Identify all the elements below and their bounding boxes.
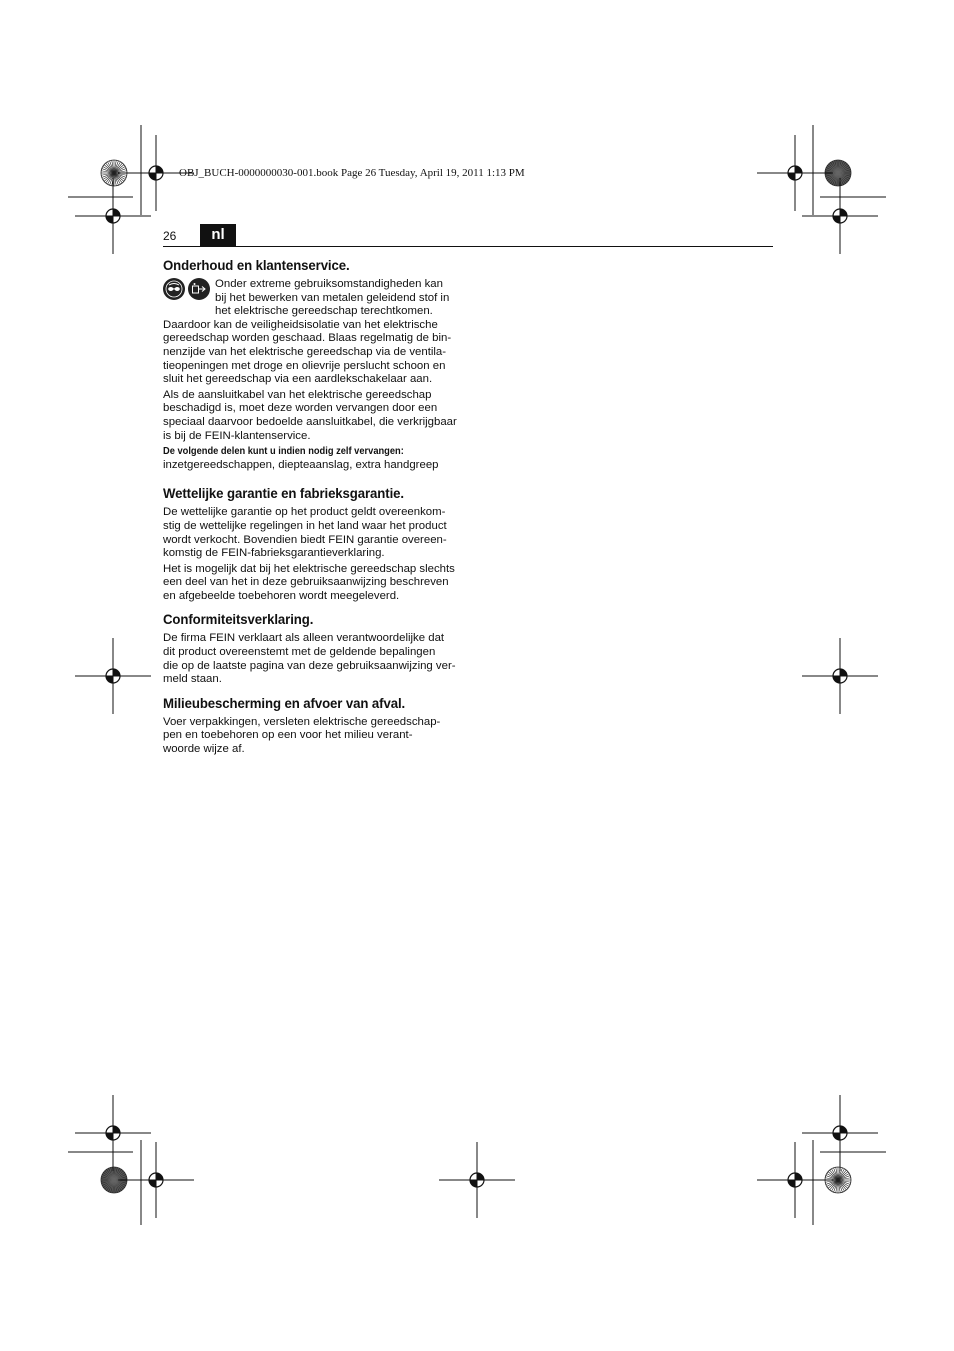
parts-list: inzetgereedschappen, diepteaanslag, extra handgreep [163, 458, 439, 471]
paragraph [163, 506, 463, 560]
section-environment [163, 696, 463, 757]
safety-icons [163, 278, 210, 300]
text-line: woorde wijze af. [163, 743, 245, 756]
icon-paragraph [163, 278, 463, 319]
text-column [163, 258, 463, 766]
section-title: Milieubescherming en afvoer van afval. [163, 695, 406, 712]
text-line: Het is mogelijk dat bij het elektrische gereedschap slechts [163, 562, 455, 575]
parts-heading: De volgende delen kunt u indien nodig zelf vervangen: [163, 446, 404, 458]
page-number: 26 [163, 229, 177, 243]
paragraph [163, 716, 463, 757]
text-line: tieopeningen met droge en olievrije perslucht schoon en [163, 359, 446, 372]
text-line: die op de laatste pagina van deze gebruiksaanwijzing ver- [163, 659, 456, 672]
text-line: Daardoor kan de veiligheidsisolatie van het elektrische [163, 318, 438, 331]
section-conformity [163, 612, 463, 686]
compressed-air-icon [188, 278, 210, 300]
header-rule [163, 246, 773, 247]
paragraph [163, 632, 463, 686]
text-line: Voer verpakkingen, versleten elektrische gereedschap- [163, 715, 441, 728]
text-line: komstig de FEIN-fabrieksgarantieverklaring. [163, 547, 385, 560]
text-line: een deel van het in deze gebruiksaanwijzing beschreven [163, 576, 449, 589]
paragraph [163, 563, 463, 604]
section-title: Onderhoud en klantenservice. [163, 258, 350, 274]
text-line: wordt verkocht. Bovendien biedt FEIN garantie overeen- [163, 533, 447, 546]
text-line: bij het bewerken van metalen geleidend stof in [215, 291, 450, 304]
text-line: pen en toebehoren op een voor het milieu verant- [163, 729, 413, 742]
text-line: nenzijde van het elektrische gereedschap via de ventila- [163, 345, 447, 358]
text-line: het elektrische gereedschap terechtkomen. [215, 305, 433, 318]
text-line: speciaal daarvoor bedoelde aansluitkabel, die verkrijgbaar [163, 415, 457, 428]
text-line: en afgebeelde toebehoren wordt meegeleverd. [163, 589, 400, 602]
section-warranty [163, 486, 463, 603]
eye-protection-icon [163, 278, 185, 300]
section-title: Conformiteitsverklaring. [163, 612, 314, 629]
text-line: Onder extreme gebruiksomstandigheden kan [215, 278, 443, 290]
text-line: meld staan. [163, 673, 222, 686]
text-line: De firma FEIN verklaart als alleen verantwoordelijke dat [163, 632, 445, 645]
section-maintenance [163, 258, 463, 472]
text-line: De wettelijke garantie op het product geldt overeenkom- [163, 506, 446, 519]
text-line: gereedschap worden geschaad. Blaas regelmatig de bin- [163, 332, 452, 345]
text-line: stig de wettelijke regelingen in het land waar het product [163, 519, 447, 532]
text-line: Als de aansluitkabel van het elektrische gereedschap [163, 388, 432, 401]
file-slug: OBJ_BUCH-0000000030-001.book Page 26 Tuesday, April 19, 2011 1:13 PM [179, 167, 525, 179]
paragraph [163, 319, 463, 387]
section-title: Wettelijke garantie en fabrieksgarantie. [163, 486, 404, 503]
paragraph [163, 389, 463, 443]
text-line: beschadigd is, moet deze worden vervangen door een [163, 402, 438, 415]
language-tab: nl [200, 224, 236, 246]
text-line: sluit het gereedschap via een aardlekschakelaar aan. [163, 373, 433, 386]
text-line: dit product overeenstemt met de geldende bepalingen [163, 646, 436, 659]
text-line: is bij de FEIN-klantenservice. [163, 429, 311, 442]
intro-text [215, 278, 449, 319]
